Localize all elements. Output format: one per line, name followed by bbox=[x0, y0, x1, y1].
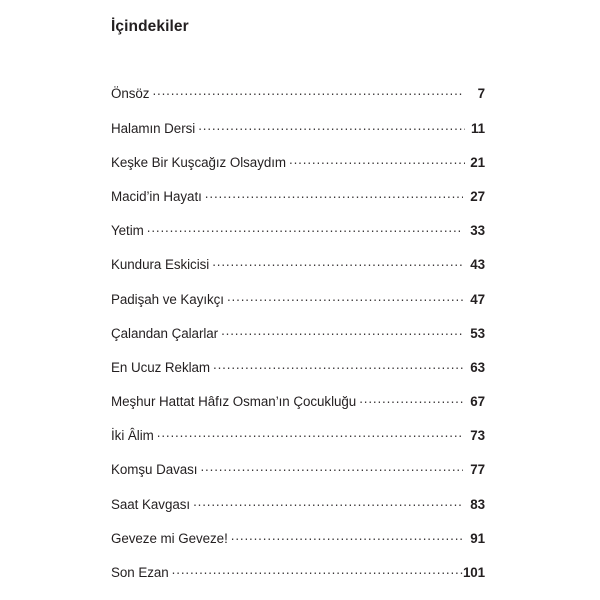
toc-entry-title: Yetim bbox=[111, 223, 144, 239]
toc-entry-dot-leader bbox=[200, 461, 463, 474]
toc-entry[interactable] bbox=[111, 427, 485, 461]
toc-entry-title: Son Ezan bbox=[111, 565, 169, 581]
toc-entry-title: İki Âlim bbox=[111, 428, 154, 444]
toc-entry-page-number: 33 bbox=[470, 223, 485, 239]
toc-entry-title: Halamın Dersi bbox=[111, 120, 196, 136]
toc-entry[interactable] bbox=[111, 529, 485, 563]
toc-entry-title: Komşu Davası bbox=[111, 462, 198, 478]
toc-entry-dot-leader bbox=[213, 359, 463, 372]
toc-entry-title: Meşhur Hattat Hâfız Osman’ın Çocukluğu bbox=[111, 394, 357, 410]
toc-entry[interactable] bbox=[111, 188, 485, 222]
toc-entry-page-number: 21 bbox=[470, 154, 485, 170]
toc-entry-dot-leader bbox=[147, 222, 463, 235]
toc-entry[interactable] bbox=[111, 85, 485, 119]
toc-entry-dot-leader bbox=[359, 393, 463, 406]
toc-entry-page-number: 101 bbox=[462, 565, 485, 581]
table-of-contents-list bbox=[111, 85, 485, 598]
toc-entry[interactable] bbox=[111, 393, 485, 427]
toc-entry-title: Kundura Eskicisi bbox=[111, 257, 210, 273]
toc-entry[interactable] bbox=[111, 290, 485, 324]
toc-entry-page-number: 73 bbox=[470, 428, 485, 444]
toc-entry[interactable] bbox=[111, 153, 485, 187]
toc-entry-title: Saat Kavgası bbox=[111, 496, 191, 512]
toc-entry-dot-leader bbox=[212, 256, 463, 269]
toc-entry-title: Çalandan Çalarlar bbox=[111, 325, 219, 341]
toc-entry-title: En Ucuz Reklam bbox=[111, 359, 211, 375]
toc-entry-title: Padişah ve Kayıkçı bbox=[111, 291, 224, 307]
toc-entry-dot-leader bbox=[205, 188, 463, 201]
toc-entry-dot-leader bbox=[227, 290, 463, 303]
toc-entry-page-number: 11 bbox=[471, 120, 485, 136]
toc-entry-title: Macid’in Hayatı bbox=[111, 188, 202, 204]
toc-entry-dot-leader bbox=[198, 119, 465, 132]
toc-entry[interactable] bbox=[111, 324, 485, 358]
toc-entry-page-number: 77 bbox=[470, 462, 485, 478]
toc-entry-page-number: 43 bbox=[470, 257, 485, 273]
toc-entry[interactable] bbox=[111, 461, 485, 495]
toc-entry-page-number: 67 bbox=[470, 394, 485, 410]
toc-entry-dot-leader bbox=[221, 324, 463, 337]
toc-entry-title: Keşke Bir Kuşcağız Olsaydım bbox=[111, 154, 287, 170]
toc-entry-dot-leader bbox=[193, 495, 463, 508]
toc-entry-dot-leader bbox=[172, 564, 463, 577]
toc-entry-page-number: 91 bbox=[470, 530, 485, 546]
page-title: İçindekiler bbox=[111, 18, 189, 35]
toc-entry-title: Önsöz bbox=[111, 86, 150, 102]
toc-entry-page-number: 53 bbox=[470, 325, 485, 341]
toc-entry[interactable] bbox=[111, 495, 485, 529]
toc-entry[interactable] bbox=[111, 359, 485, 393]
toc-entry-page-number: 27 bbox=[470, 188, 485, 204]
toc-entry-page-number: 47 bbox=[470, 291, 485, 307]
toc-entry-dot-leader bbox=[152, 85, 463, 98]
toc-entry-page-number: 7 bbox=[477, 86, 485, 102]
toc-entry-title: Geveze mi Geveze! bbox=[111, 530, 228, 546]
toc-entry-page-number: 63 bbox=[470, 359, 485, 375]
toc-entry[interactable] bbox=[111, 222, 485, 256]
toc-entry-dot-leader bbox=[289, 153, 465, 166]
toc-entry[interactable] bbox=[111, 564, 485, 598]
toc-entry-dot-leader bbox=[157, 427, 463, 440]
toc-entry[interactable] bbox=[111, 256, 485, 290]
toc-entry-page-number: 83 bbox=[470, 496, 485, 512]
toc-entry-dot-leader bbox=[231, 529, 463, 542]
toc-entry[interactable] bbox=[111, 119, 485, 153]
